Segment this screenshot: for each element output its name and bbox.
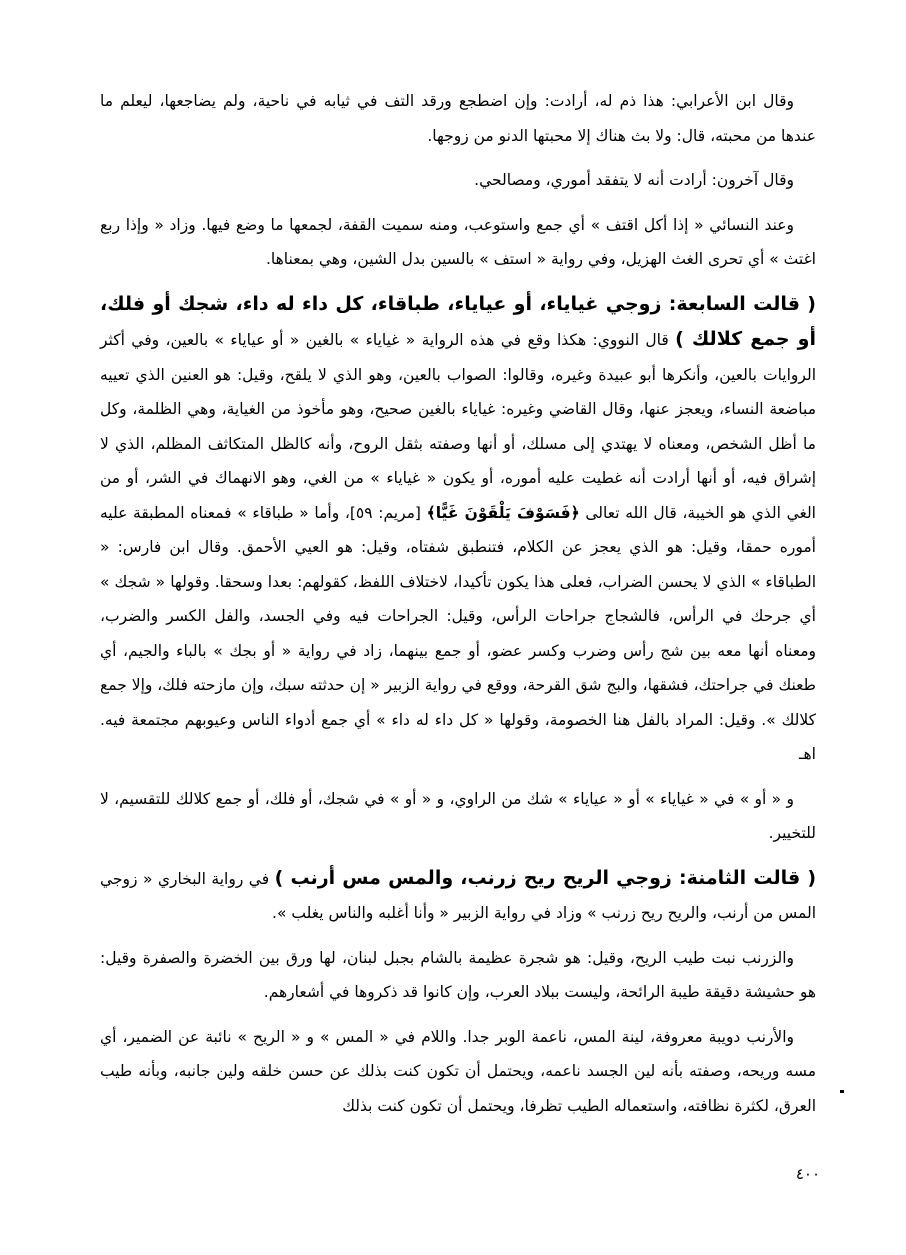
paragraph-arnab: والأرنب دويبة معروفة، لينة المس، ناعمة الوبر جدا. واللام في « المس » و « الريح » نائبة عن الضمير، أي مسه وريحه، وصفته بأنه لين الجسد ناعمه، ويحتمل أن تكون كنت بذلك عن حسن خلقه ولين جانبه، وبأنه طيب العرق، لكثرة نظافته، واستعماله الطيب تظرفا، ويحتمل أن تكون كنت بذلك: [100, 1027, 816, 1115]
paragraph-others-said: وقال آخرون: أرادت أنه لا يتفقد أموري، ومصالحي.: [474, 171, 794, 189]
paragraph-nasai: وعند النسائي « إذا أكل اقتف » أي جمع واستوعب، ومنه سميت القفة، لجمعها ما وضع فيها. وزاد « وإذا ربع اغتث » أي تحرى الغث الهزيل، وفي رواية « استف » بالسين بدل الشين، وهي بمعناها.: [100, 215, 816, 268]
paragraph-ibn-al-arabi: وقال ابن الأعرابي: هذا ذم له، أرادت: وإن اضطجع ورقد التف في ثيابه في ناحية، ولم يضاجعها، ليعلم ما عندها من محبته، قال: ولا بث هناك إلا محبتها الدنو من زوجها.: [100, 92, 816, 145]
paragraph-zarnab: والزرنب نبت طيب الريح، وقيل: هو شجرة عظيمة بالشام بجبل لبنان، لها ورق بين الخضرة والصفرة وقيل: هو حشيشة دقيقة طيبة الرائحة، وليست ببلاد العرب، وإن كانوا قد ذكروها في أشعارهم.: [100, 948, 816, 1001]
paragraph-aw-explanation: و « أو » في « غياياء » أو « عياياء » شك من الراوي، و « أو » في شجك، أو فلك، أو جمع كلالك للتقسيم، لا للتخيير.: [100, 789, 816, 842]
document-page: [100, 84, 816, 1133]
section-body-seventh-continued: [مريم: ٥٩]، وأما « طباقاء » فمعناه المطبقة عليه أموره حمقا، وقيل: هو الذي يعجز عن الكلام، فتنطبق شفتاه، وقيل: هو العيي الأحمق. وقال ابن فارس: « الطباقاء » الذي لا يحسن الضراب، فعلى هذا يكون تأكيدا، لاختلاف اللفظ، كقولهم: بعدا وسحقا. وقولها « شجك » أي جرحك في الرأس، فالشجاج جراحات الرأس، وقيل: الجراحات فيه وفي الجسد، والفل الكسر والضرب، ومعناه أنها معه بين شج رأس وضرب وكسر عضو، أو جمع بينهما، زاد في رواية « أو بجك » بالباء والجيم، أي طعنك في جراحتك، فشقها، والبج شق القرحة، ووقع في رواية الزبير « إن حدثته سبك، وإن مازحته فلك، وإلا جمع كلالك ». وقيل: المراد بالفل هنا الخصومة، وقولها « كل داء له داء » أي جمع أدواء الناس وعيوبهم مجتمعة فيه. اهـ: [100, 503, 816, 763]
section-body-eighth: في رواية البخاري « زوجي المس من أرنب، والريح ريح زرنب » وزاد في رواية الزبير « وأنا أغلبه والناس يغلب ».: [100, 869, 816, 922]
section-seventh-woman: [100, 287, 816, 772]
section-heading-seventh: ( قالت السابعة: زوجي غياياء، أو عياياء، طباقاء، كل داء له داء، شجك أو فلك، أو جمع كلالك ): [100, 292, 816, 350]
section-heading-eighth: ( قالت الثامنة: زوجي الريح ريح زرنب، والمس مس أرنب ): [274, 866, 816, 889]
section-eighth-woman: [100, 861, 816, 931]
page-number: ٤٠٠: [795, 1165, 820, 1183]
quran-verse: ﴿فَسَوْفَ يَلْقَوْنَ غَيًّا﴾: [426, 503, 580, 522]
section-body-seventh: قال النووي: هكذا وقع في هذه الرواية « غياياء » بالغين « أو عياياء » بالعين، وفي أكثر الروايات بالعين، وأنكرها أبو عبيدة وغيره، وقالوا: الصواب بالعين، وهو الذي لا يلقح، وقيل: هو العنين الذي تعييه مباضعة النساء، ويعجز عنها، وقال القاضي وغيره: غياياء بالغين صحيح، وهو مأخوذ من الغياية، وهي الظلمة، وكل ما أظل الشخص، ومعناه لا يهتدي إلى مسلك، أو أنها وصفته بثقل الروح، وأنه كالظل المتكاثف المظلم، الذي لا إشراق فيه، أو أنها أرادت أنه غطيت عليه أموره، أو يكون « غياياء » من الغي، وهو الانهماك في الشر، أو من الغي الذي هو الخيبة، قال الله تعالى: [100, 331, 816, 522]
margin-mark: [840, 1090, 844, 1093]
